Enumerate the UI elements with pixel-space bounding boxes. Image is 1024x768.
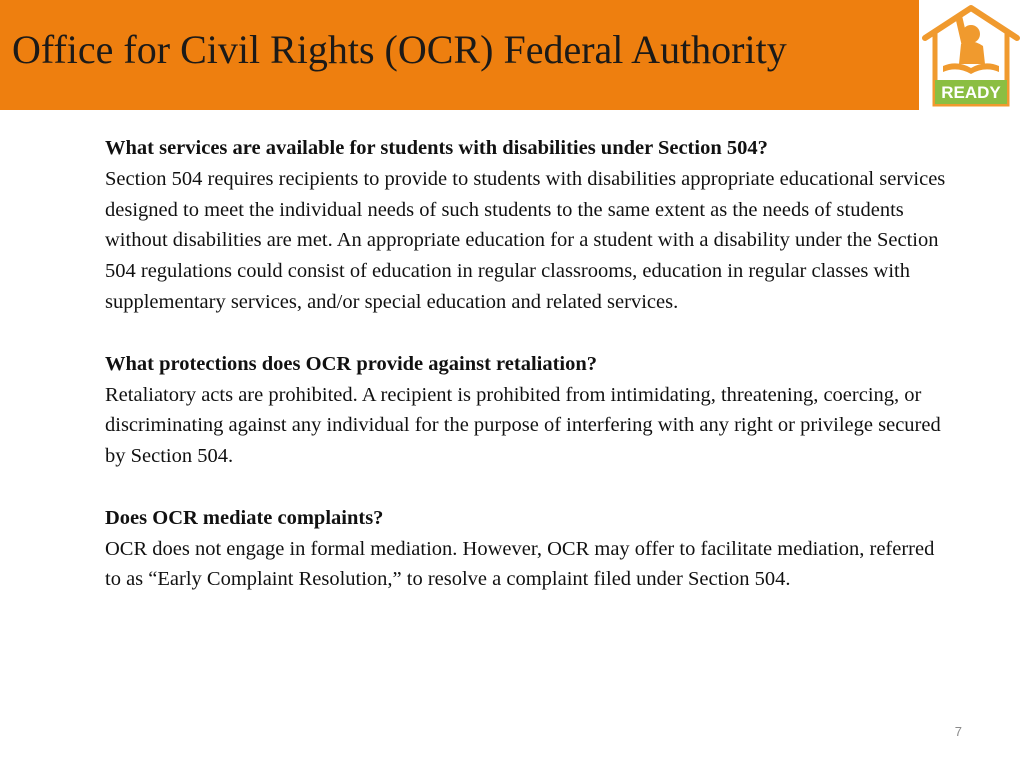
slide-title: Office for Civil Rights (OCR) Federal Authority bbox=[12, 27, 787, 72]
question-heading: Does OCR mediate complaints? bbox=[105, 506, 384, 529]
qa-section-mediation bbox=[105, 503, 947, 595]
logo-text: READY bbox=[941, 83, 1001, 102]
page-number: 7 bbox=[954, 724, 962, 739]
question-heading: What services are available for students with disabilities under Section 504? bbox=[105, 137, 768, 159]
question-heading: What protections does OCR provide against retaliation? bbox=[105, 352, 598, 375]
house-child-book-icon bbox=[921, 4, 1021, 108]
title-bar bbox=[0, 0, 919, 110]
qa-section-retaliation bbox=[105, 349, 947, 472]
answer-paragraph: Retaliatory acts are prohibited. A recipient is prohibited from intimidating, threatening, coercing, or discriminating against any individual for the purpose of interfering with any right or privilege secured by Section 504. bbox=[105, 383, 941, 467]
answer-paragraph: OCR does not engage in formal mediation. However, OCR may offer to facilitate mediation, referred to as “Early Complaint Resolution,” to resolve a complaint filed under Section 504. bbox=[105, 537, 935, 591]
slide-content bbox=[105, 133, 947, 626]
ready-logo bbox=[921, 4, 1021, 108]
answer-paragraph: Section 504 requires recipients to provide to students with disabilities appropriate educational services designed to meet the individual needs of such students to the same extent as the needs of students without disabilities are met. An appropriate education for a student with a disability under the Section 504 regulations could consist of education in regular classrooms, education in regular classes with supplementary services, and/or special education and related services. bbox=[105, 168, 946, 313]
qa-section-services bbox=[105, 133, 947, 318]
